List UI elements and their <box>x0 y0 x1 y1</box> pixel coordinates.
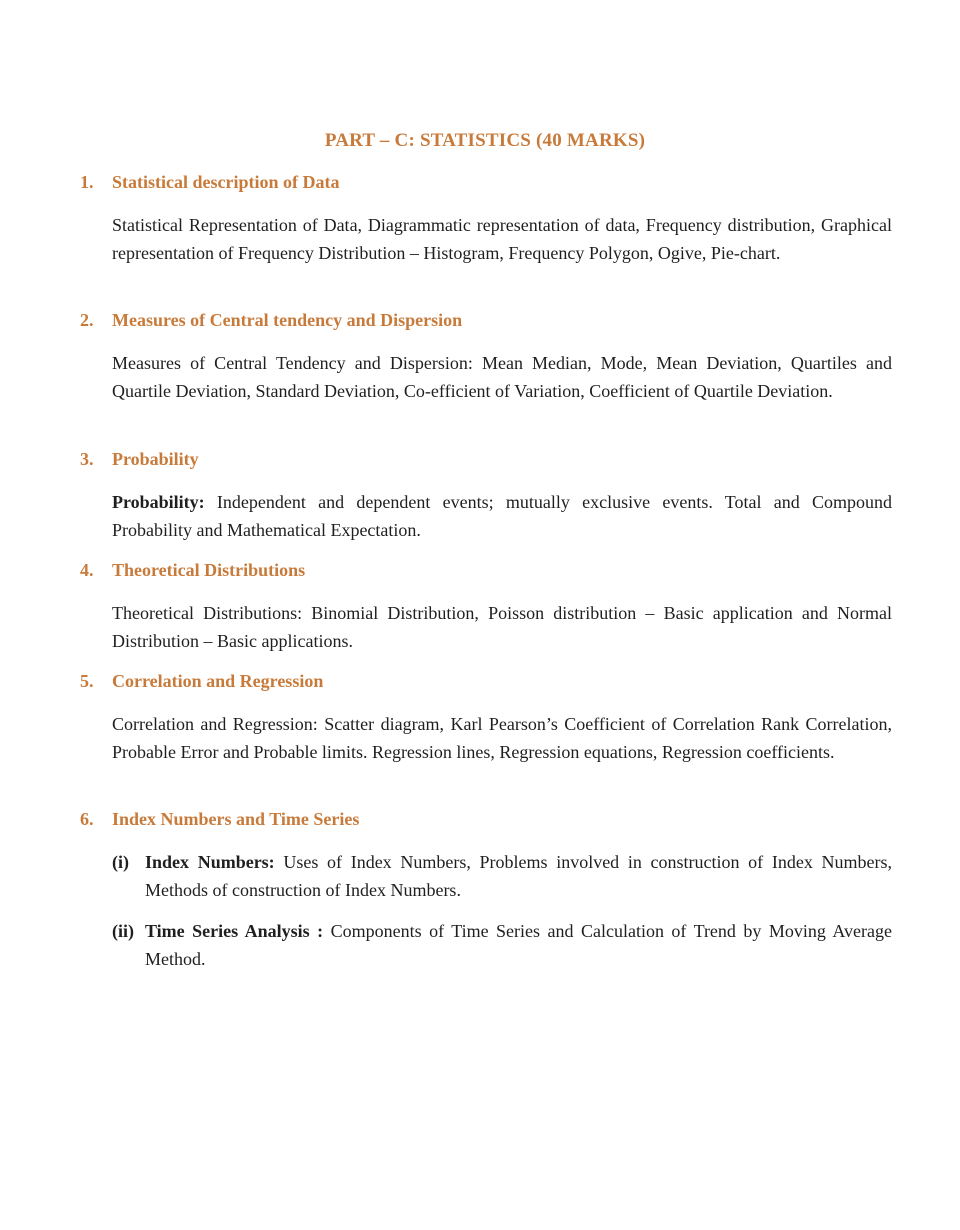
subitem-text: Uses of Index Numbers, Problems involved in construction of Index Numbers, Methods of construction of Index Numbers. <box>145 852 892 900</box>
section-heading <box>80 310 892 334</box>
section-heading-text: Measures of Central tendency and Dispersion <box>112 310 463 330</box>
subitem-numeral: (i) <box>112 852 129 872</box>
section-body: Theoretical Distributions: Binomial Distribution, Poisson distribution – Basic application and Normal Distribution – Basic applications. <box>112 603 892 651</box>
subitem-lead-term: Time Series Analysis : <box>145 921 324 942</box>
subitem-text: Components of Time Series and Calculation of Trend by Moving Average Method. <box>145 921 892 969</box>
body-text: Independent and dependent events; mutually exclusive events. Total and Compound Probability and Mathematical Expectation. <box>112 492 892 540</box>
section-heading <box>80 671 892 695</box>
section-body: Statistical Representation of Data, Diagrammatic representation of data, Frequency distribution, Graphical representation of Frequency Distribution – Histogram, Frequency Polygon, Ogive, Pie-chart. <box>112 215 892 263</box>
section-heading <box>80 449 892 473</box>
section-heading <box>80 560 892 584</box>
section-heading-text: Correlation and Regression <box>112 671 324 691</box>
section-number: 5. <box>80 671 94 691</box>
section-body: Correlation and Regression: Scatter diagram, Karl Pearson’s Coefficient of Correlation Rank Correlation, Probable Error and Probable limits. Regression lines, Regression equations, Regression coefficients. <box>112 714 892 762</box>
section-heading <box>80 172 892 196</box>
section-heading-text: Statistical description of Data <box>112 172 340 192</box>
section-number: 2. <box>80 310 94 330</box>
section-number: 1. <box>80 172 94 192</box>
section-heading-text: Theoretical Distributions <box>112 560 306 580</box>
subitem-lead-term: Index Numbers: <box>145 852 275 872</box>
section-statistical-description <box>80 172 892 267</box>
body-lead-term: Probability: <box>112 492 205 512</box>
section-number: 6. <box>80 809 94 829</box>
section-heading-text: Index Numbers and Time Series <box>112 809 360 829</box>
section-heading-text: Probability <box>112 449 199 469</box>
section-central-tendency <box>80 310 892 405</box>
subitem-time-series <box>112 918 892 973</box>
section-probability <box>80 449 892 544</box>
section-body <box>112 489 892 544</box>
section-body: Measures of Central Tendency and Dispersion: Mean Median, Mode, Mean Deviation, Quartiles and Quartile Deviation, Standard Deviation, Co-efficient of Variation, Coefficient of Quartile Deviation. <box>112 353 892 401</box>
section-correlation-regression <box>80 671 892 766</box>
section-number: 3. <box>80 449 94 469</box>
subitem-numeral: (ii) <box>112 921 134 942</box>
section-number: 4. <box>80 560 94 580</box>
section-theoretical-distributions <box>80 560 892 655</box>
subitem-index-numbers <box>112 849 892 904</box>
section-heading <box>80 809 892 833</box>
page-title: PART – C: STATISTICS (40 MARKS) <box>324 130 646 151</box>
section-index-numbers-time-series <box>80 809 892 973</box>
